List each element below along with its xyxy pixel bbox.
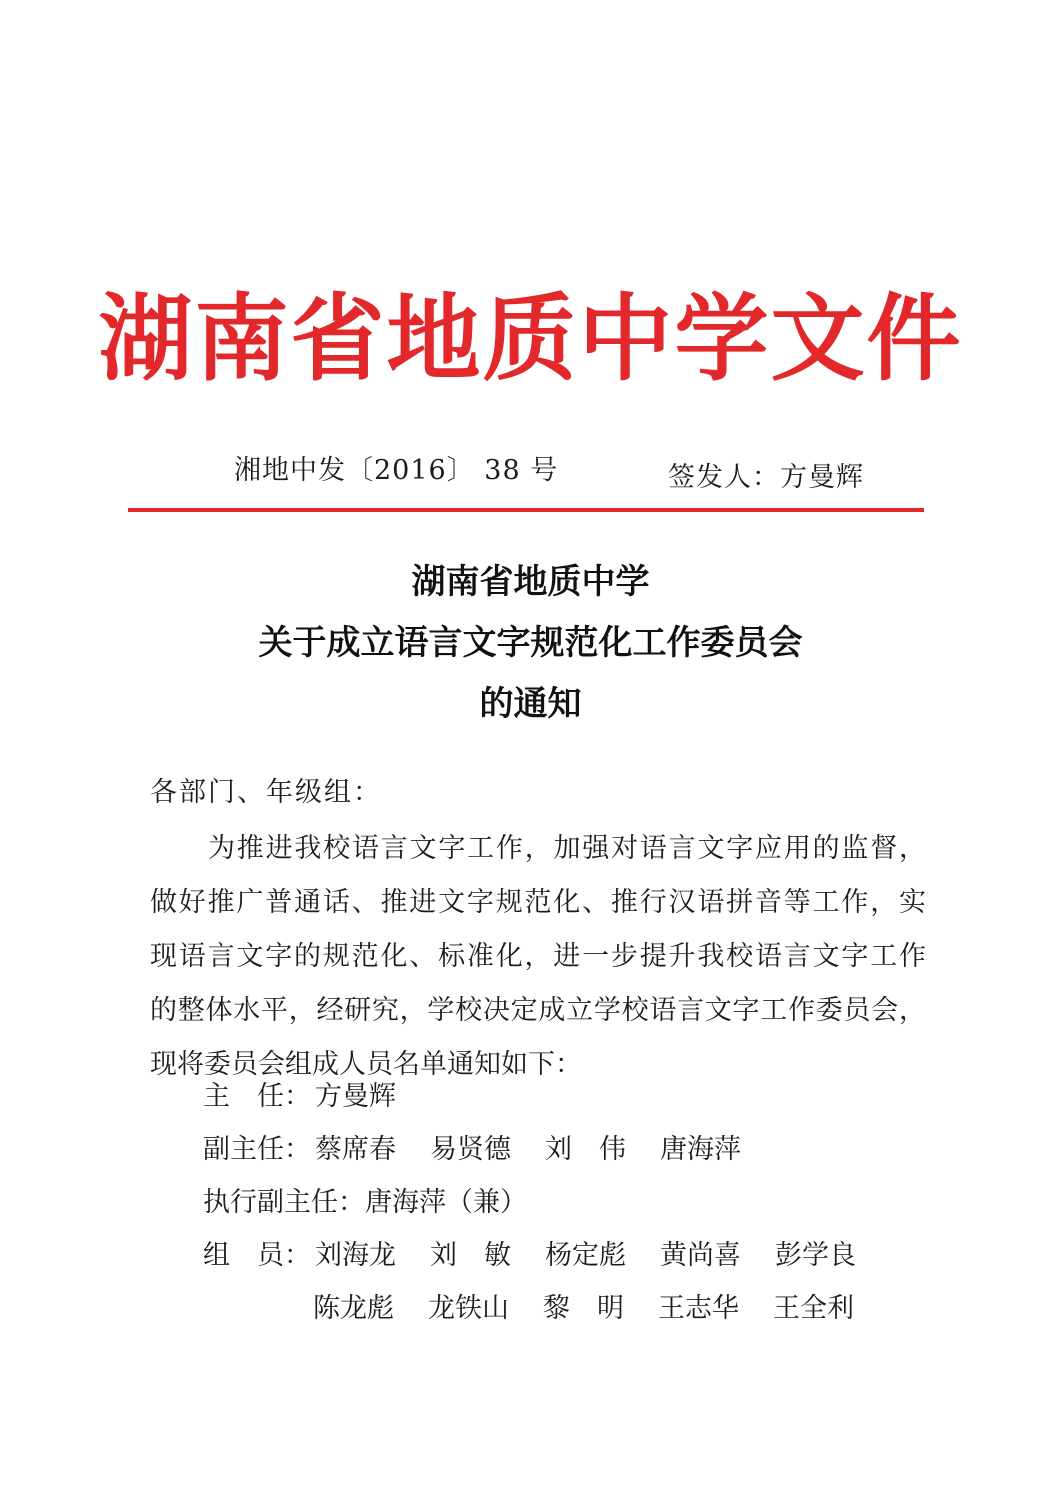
roster-row-deputies (203, 1123, 890, 1176)
signer (668, 455, 864, 494)
notice-title-line-1: 湖南省地质中学 (411, 562, 650, 602)
deputy-name: 易贤德 (430, 1134, 511, 1165)
member-name: 王全利 (773, 1293, 854, 1324)
executive-label: 执行副主任： (203, 1187, 365, 1218)
member-name: 龙铁山 (428, 1293, 509, 1324)
salutation: 各部门、年级组： (150, 777, 382, 808)
member-name: 黄尚喜 (660, 1240, 741, 1271)
member-name: 陈龙彪 (313, 1293, 394, 1324)
deputy-name: 唐海萍 (660, 1134, 741, 1165)
member-name: 王志华 (658, 1293, 739, 1324)
body-paragraph (150, 822, 926, 1092)
org-masthead-title: 湖南省地质中学文件 (98, 284, 963, 394)
member-name: 彭学良 (775, 1240, 856, 1271)
member-name: 黎 明 (543, 1293, 624, 1324)
body-line: 做好推广普通话、推进文字规范化、推行汉语拼音等工作，实 (150, 887, 926, 918)
notice-title-line-3: 的通知 (479, 684, 582, 724)
director-label: 主 任： (203, 1081, 311, 1112)
deputy-name: 蔡席春 (315, 1134, 396, 1165)
executive-name: 唐海萍（兼） (365, 1187, 527, 1218)
signer-label: 签发人： (668, 462, 780, 493)
body-line: 为推进我校语言文字工作，加强对语言文字应用的监督， (208, 833, 926, 864)
deputy-name: 刘 伟 (545, 1134, 626, 1165)
member-name: 杨定彪 (545, 1240, 626, 1271)
body-line: 的整体水平，经研究，学校决定成立学校语言文字工作委员会， (150, 995, 926, 1026)
director-name: 方曼辉 (315, 1081, 396, 1112)
committee-roster (203, 1070, 890, 1335)
document-number: 湘地中发〔2016〕 38 号 (234, 455, 559, 486)
roster-row-director (203, 1070, 890, 1123)
roster-row-members-1 (203, 1229, 890, 1282)
body-line: 现将委员会组成人员名单通知如下： (150, 1049, 582, 1080)
roster-row-members-2 (203, 1282, 890, 1335)
roster-row-executive (203, 1176, 890, 1229)
body-line: 现语言文字的规范化、标准化，进一步提升我校语言文字工作 (150, 941, 926, 972)
deputy-label: 副主任： (203, 1134, 311, 1165)
member-name: 刘 敏 (430, 1240, 511, 1271)
signer-name: 方曼辉 (780, 462, 864, 493)
members-label: 组 员： (203, 1240, 311, 1271)
notice-title-line-2: 关于成立语言文字规范化工作委员会 (258, 623, 803, 663)
member-name: 刘海龙 (315, 1240, 396, 1271)
red-divider-rule (128, 508, 924, 512)
notice-title (0, 552, 1061, 735)
